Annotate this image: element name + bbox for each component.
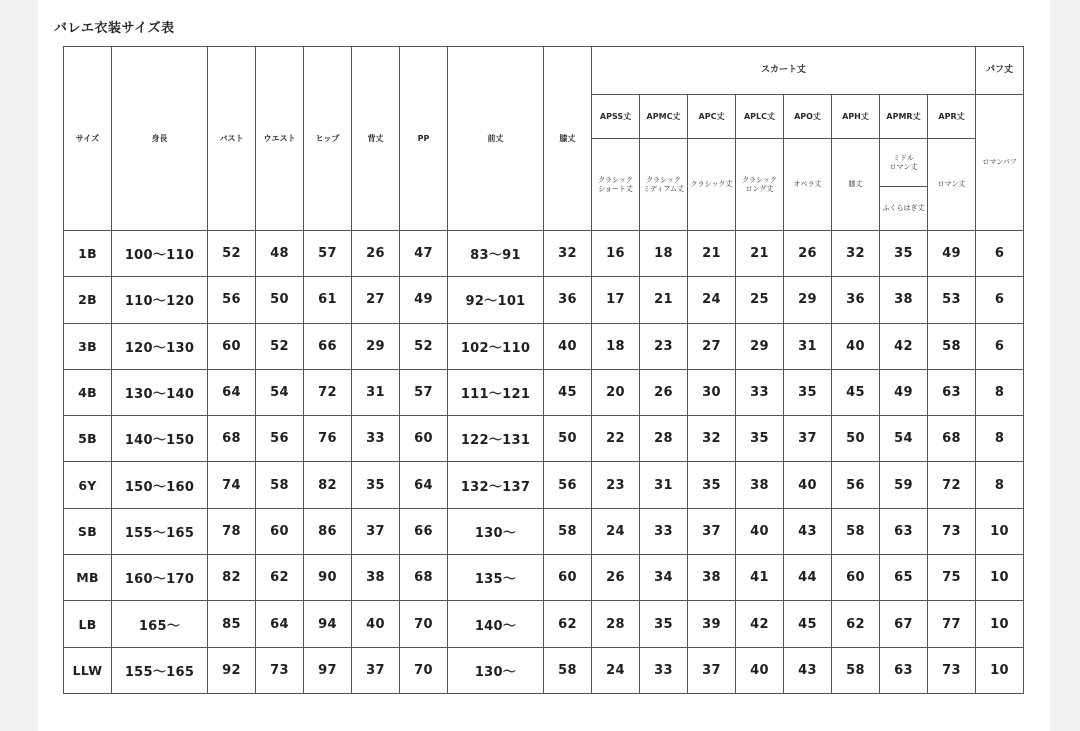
- cell-knee-length: 45: [544, 369, 592, 415]
- cell-skirt-length: 38: [880, 277, 928, 323]
- header-skirt-code: APSS丈: [592, 95, 640, 139]
- cell-puff-length: 6: [976, 231, 1024, 277]
- cell-skirt-length: 24: [688, 277, 736, 323]
- cell-bust: 85: [208, 601, 256, 647]
- cell-skirt-length: 40: [832, 323, 880, 369]
- header-skirt-code: APMC丈: [640, 95, 688, 139]
- cell-puff-length: 10: [976, 601, 1024, 647]
- cell-skirt-length: 38: [736, 462, 784, 508]
- cell-bust: 78: [208, 508, 256, 554]
- table-row: [64, 277, 1024, 323]
- cell-waist: 50: [256, 277, 304, 323]
- header-skirt-desc: [832, 139, 880, 231]
- cell-waist: 60: [256, 508, 304, 554]
- cell-bust: 52: [208, 231, 256, 277]
- header-skirt-desc: [688, 139, 736, 231]
- cell-skirt-length: 27: [688, 323, 736, 369]
- cell-skirt-length: 31: [784, 323, 832, 369]
- cell-skirt-length: 28: [640, 416, 688, 462]
- cell-skirt-length: 31: [640, 462, 688, 508]
- table-row: [64, 462, 1024, 508]
- header-desc-line: クラシック: [742, 175, 777, 184]
- header-desc-line: ロマン丈: [937, 180, 966, 189]
- cell-skirt-length: 75: [928, 555, 976, 601]
- cell-skirt-length: 22: [592, 416, 640, 462]
- cell-puff-length: 6: [976, 323, 1024, 369]
- cell-skirt-length: 43: [784, 647, 832, 693]
- cell-bust: 82: [208, 555, 256, 601]
- cell-waist: 54: [256, 369, 304, 415]
- cell-size: MB: [64, 555, 112, 601]
- header-desc-line: クラシック: [598, 175, 633, 184]
- header-puff-sub: ロマンパフ: [976, 95, 1024, 231]
- cell-pp: 70: [400, 647, 448, 693]
- cell-skirt-length: 37: [784, 416, 832, 462]
- cell-height: 160〜170: [112, 555, 208, 601]
- cell-skirt-length: 24: [592, 647, 640, 693]
- header-skirt-code: APR丈: [928, 95, 976, 139]
- cell-skirt-length: 36: [832, 277, 880, 323]
- cell-back-length: 37: [352, 508, 400, 554]
- cell-skirt-length: 35: [688, 462, 736, 508]
- cell-skirt-length: 65: [880, 555, 928, 601]
- size-table: [63, 46, 1024, 694]
- cell-bust: 56: [208, 277, 256, 323]
- cell-hip: 72: [304, 369, 352, 415]
- cell-puff-length: 6: [976, 277, 1024, 323]
- cell-skirt-length: 63: [928, 369, 976, 415]
- cell-height: 155〜165: [112, 647, 208, 693]
- cell-skirt-length: 18: [592, 323, 640, 369]
- cell-knee-length: 58: [544, 647, 592, 693]
- cell-knee-length: 58: [544, 508, 592, 554]
- table-row: [64, 369, 1024, 415]
- cell-skirt-length: 34: [640, 555, 688, 601]
- cell-skirt-length: 26: [640, 369, 688, 415]
- cell-skirt-length: 21: [640, 277, 688, 323]
- header-skirt-desc: [736, 139, 784, 231]
- header-row-1: [64, 47, 1024, 95]
- cell-pp: 70: [400, 601, 448, 647]
- cell-skirt-length: 35: [784, 369, 832, 415]
- cell-bust: 64: [208, 369, 256, 415]
- header-desc-line: ロング丈: [745, 184, 774, 193]
- header-desc-line: クラシック: [646, 175, 681, 184]
- cell-skirt-length: 26: [592, 555, 640, 601]
- cell-skirt-length: 60: [832, 555, 880, 601]
- cell-hip: 57: [304, 231, 352, 277]
- table-row: [64, 647, 1024, 693]
- cell-skirt-length: 33: [640, 647, 688, 693]
- cell-front-length: 130〜: [448, 647, 544, 693]
- header-puff-group: パフ丈: [976, 47, 1024, 95]
- cell-front-length: 83〜91: [448, 231, 544, 277]
- header-skirt-desc: [784, 139, 832, 231]
- cell-pp: 57: [400, 369, 448, 415]
- header-skirt-code: APMR丈: [880, 95, 928, 139]
- table-row: [64, 508, 1024, 554]
- cell-knee-length: 40: [544, 323, 592, 369]
- cell-skirt-length: 56: [832, 462, 880, 508]
- cell-skirt-length: 37: [688, 647, 736, 693]
- cell-skirt-length: 39: [688, 601, 736, 647]
- cell-front-length: 92〜101: [448, 277, 544, 323]
- cell-skirt-length: 28: [592, 601, 640, 647]
- cell-skirt-length: 21: [736, 231, 784, 277]
- cell-skirt-length: 21: [688, 231, 736, 277]
- cell-hip: 82: [304, 462, 352, 508]
- cell-puff-length: 8: [976, 462, 1024, 508]
- cell-skirt-length: 18: [640, 231, 688, 277]
- cell-skirt-length: 37: [688, 508, 736, 554]
- cell-height: 155〜165: [112, 508, 208, 554]
- cell-skirt-length: 58: [832, 508, 880, 554]
- header-back-length: 背丈: [352, 47, 400, 231]
- cell-skirt-length: 72: [928, 462, 976, 508]
- cell-hip: 86: [304, 508, 352, 554]
- cell-skirt-length: 40: [736, 508, 784, 554]
- cell-size: 3B: [64, 323, 112, 369]
- header-skirt-desc-secondary: ふくらはぎ丈: [880, 187, 928, 231]
- cell-back-length: 33: [352, 416, 400, 462]
- cell-skirt-length: 29: [784, 277, 832, 323]
- cell-back-length: 27: [352, 277, 400, 323]
- cell-front-length: 122〜131: [448, 416, 544, 462]
- cell-knee-length: 56: [544, 462, 592, 508]
- cell-skirt-length: 73: [928, 647, 976, 693]
- cell-size: 6Y: [64, 462, 112, 508]
- cell-pp: 49: [400, 277, 448, 323]
- table-row: [64, 323, 1024, 369]
- cell-skirt-length: 41: [736, 555, 784, 601]
- cell-puff-length: 10: [976, 647, 1024, 693]
- cell-skirt-length: 32: [688, 416, 736, 462]
- cell-front-length: 130〜: [448, 508, 544, 554]
- cell-skirt-length: 42: [880, 323, 928, 369]
- header-skirt-desc: [928, 139, 976, 231]
- cell-knee-length: 60: [544, 555, 592, 601]
- cell-pp: 52: [400, 323, 448, 369]
- cell-skirt-length: 30: [688, 369, 736, 415]
- header-hip: ヒップ: [304, 47, 352, 231]
- cell-front-length: 140〜: [448, 601, 544, 647]
- header-desc-line: 膝丈: [848, 180, 863, 189]
- cell-height: 100〜110: [112, 231, 208, 277]
- cell-waist: 58: [256, 462, 304, 508]
- cell-hip: 97: [304, 647, 352, 693]
- cell-puff-length: 10: [976, 508, 1024, 554]
- header-knee-length: 膝丈: [544, 47, 592, 231]
- cell-front-length: 111〜121: [448, 369, 544, 415]
- header-skirt-group: スカート丈: [592, 47, 976, 95]
- cell-pp: 64: [400, 462, 448, 508]
- cell-skirt-length: 20: [592, 369, 640, 415]
- cell-size: 5B: [64, 416, 112, 462]
- cell-puff-length: 8: [976, 369, 1024, 415]
- cell-skirt-length: 42: [736, 601, 784, 647]
- cell-skirt-length: 23: [592, 462, 640, 508]
- cell-skirt-length: 33: [736, 369, 784, 415]
- cell-size: 4B: [64, 369, 112, 415]
- cell-height: 120〜130: [112, 323, 208, 369]
- cell-height: 110〜120: [112, 277, 208, 323]
- cell-skirt-length: 35: [880, 231, 928, 277]
- cell-skirt-length: 63: [880, 508, 928, 554]
- cell-knee-length: 32: [544, 231, 592, 277]
- cell-skirt-length: 45: [832, 369, 880, 415]
- cell-front-length: 102〜110: [448, 323, 544, 369]
- cell-size: 1B: [64, 231, 112, 277]
- cell-skirt-length: 35: [736, 416, 784, 462]
- cell-skirt-length: 26: [784, 231, 832, 277]
- cell-waist: 56: [256, 416, 304, 462]
- header-desc-line: オペラ丈: [793, 180, 822, 189]
- cell-skirt-length: 32: [832, 231, 880, 277]
- cell-skirt-length: 50: [832, 416, 880, 462]
- cell-skirt-length: 54: [880, 416, 928, 462]
- cell-hip: 61: [304, 277, 352, 323]
- cell-skirt-length: 67: [880, 601, 928, 647]
- cell-skirt-length: 24: [592, 508, 640, 554]
- cell-size: LB: [64, 601, 112, 647]
- cell-skirt-length: 43: [784, 508, 832, 554]
- cell-puff-length: 8: [976, 416, 1024, 462]
- table-row: [64, 416, 1024, 462]
- cell-knee-length: 62: [544, 601, 592, 647]
- cell-skirt-length: 35: [640, 601, 688, 647]
- cell-skirt-length: 29: [736, 323, 784, 369]
- cell-skirt-length: 59: [880, 462, 928, 508]
- table-row: [64, 601, 1024, 647]
- cell-knee-length: 50: [544, 416, 592, 462]
- header-desc-line: クラシック丈: [690, 180, 733, 189]
- cell-skirt-length: 63: [880, 647, 928, 693]
- cell-back-length: 35: [352, 462, 400, 508]
- cell-waist: 73: [256, 647, 304, 693]
- cell-skirt-length: 40: [736, 647, 784, 693]
- size-table-body: [64, 231, 1024, 694]
- header-skirt-code: APH丈: [832, 95, 880, 139]
- cell-hip: 66: [304, 323, 352, 369]
- cell-pp: 47: [400, 231, 448, 277]
- cell-skirt-length: 25: [736, 277, 784, 323]
- header-size: サイズ: [64, 47, 112, 231]
- header-height: 身長: [112, 47, 208, 231]
- cell-size: 2B: [64, 277, 112, 323]
- cell-skirt-length: 40: [784, 462, 832, 508]
- cell-skirt-length: 68: [928, 416, 976, 462]
- header-skirt-code: APLC丈: [736, 95, 784, 139]
- cell-bust: 68: [208, 416, 256, 462]
- cell-skirt-length: 38: [688, 555, 736, 601]
- header-skirt-desc: [880, 139, 928, 187]
- header-skirt-desc: [592, 139, 640, 231]
- cell-front-length: 135〜: [448, 555, 544, 601]
- header-skirt-code: APO丈: [784, 95, 832, 139]
- cell-front-length: 132〜137: [448, 462, 544, 508]
- cell-back-length: 40: [352, 601, 400, 647]
- cell-pp: 68: [400, 555, 448, 601]
- cell-height: 150〜160: [112, 462, 208, 508]
- cell-back-length: 38: [352, 555, 400, 601]
- cell-size: SB: [64, 508, 112, 554]
- cell-skirt-length: 23: [640, 323, 688, 369]
- table-row: [64, 555, 1024, 601]
- cell-height: 140〜150: [112, 416, 208, 462]
- cell-skirt-length: 62: [832, 601, 880, 647]
- header-skirt-code: APC丈: [688, 95, 736, 139]
- cell-bust: 92: [208, 647, 256, 693]
- cell-skirt-length: 33: [640, 508, 688, 554]
- header-waist: ウエスト: [256, 47, 304, 231]
- cell-hip: 94: [304, 601, 352, 647]
- cell-pp: 66: [400, 508, 448, 554]
- cell-hip: 76: [304, 416, 352, 462]
- cell-skirt-length: 17: [592, 277, 640, 323]
- header-desc-line: ロマン丈: [889, 162, 918, 171]
- cell-waist: 64: [256, 601, 304, 647]
- header-pp: PP: [400, 47, 448, 231]
- cell-skirt-length: 49: [880, 369, 928, 415]
- cell-skirt-length: 73: [928, 508, 976, 554]
- cell-knee-length: 36: [544, 277, 592, 323]
- cell-back-length: 29: [352, 323, 400, 369]
- cell-skirt-length: 16: [592, 231, 640, 277]
- table-row: [64, 231, 1024, 277]
- cell-skirt-length: 45: [784, 601, 832, 647]
- cell-hip: 90: [304, 555, 352, 601]
- cell-skirt-length: 58: [928, 323, 976, 369]
- cell-skirt-length: 49: [928, 231, 976, 277]
- cell-height: 130〜140: [112, 369, 208, 415]
- page-title: バレエ衣装サイズ表: [54, 21, 175, 36]
- cell-back-length: 37: [352, 647, 400, 693]
- header-front-length: 前丈: [448, 47, 544, 231]
- cell-waist: 52: [256, 323, 304, 369]
- cell-skirt-length: 44: [784, 555, 832, 601]
- cell-puff-length: 10: [976, 555, 1024, 601]
- cell-back-length: 31: [352, 369, 400, 415]
- cell-height: 165〜: [112, 601, 208, 647]
- header-desc-line: ミディアム丈: [643, 184, 684, 193]
- header-desc-line: ミドル: [893, 153, 914, 162]
- cell-bust: 74: [208, 462, 256, 508]
- cell-skirt-length: 77: [928, 601, 976, 647]
- header-desc-line: ショート丈: [598, 184, 633, 193]
- cell-bust: 60: [208, 323, 256, 369]
- cell-waist: 62: [256, 555, 304, 601]
- cell-size: LLW: [64, 647, 112, 693]
- cell-pp: 60: [400, 416, 448, 462]
- cell-back-length: 26: [352, 231, 400, 277]
- cell-waist: 48: [256, 231, 304, 277]
- header-skirt-desc: [640, 139, 688, 231]
- header-bust: バスト: [208, 47, 256, 231]
- cell-skirt-length: 53: [928, 277, 976, 323]
- cell-skirt-length: 58: [832, 647, 880, 693]
